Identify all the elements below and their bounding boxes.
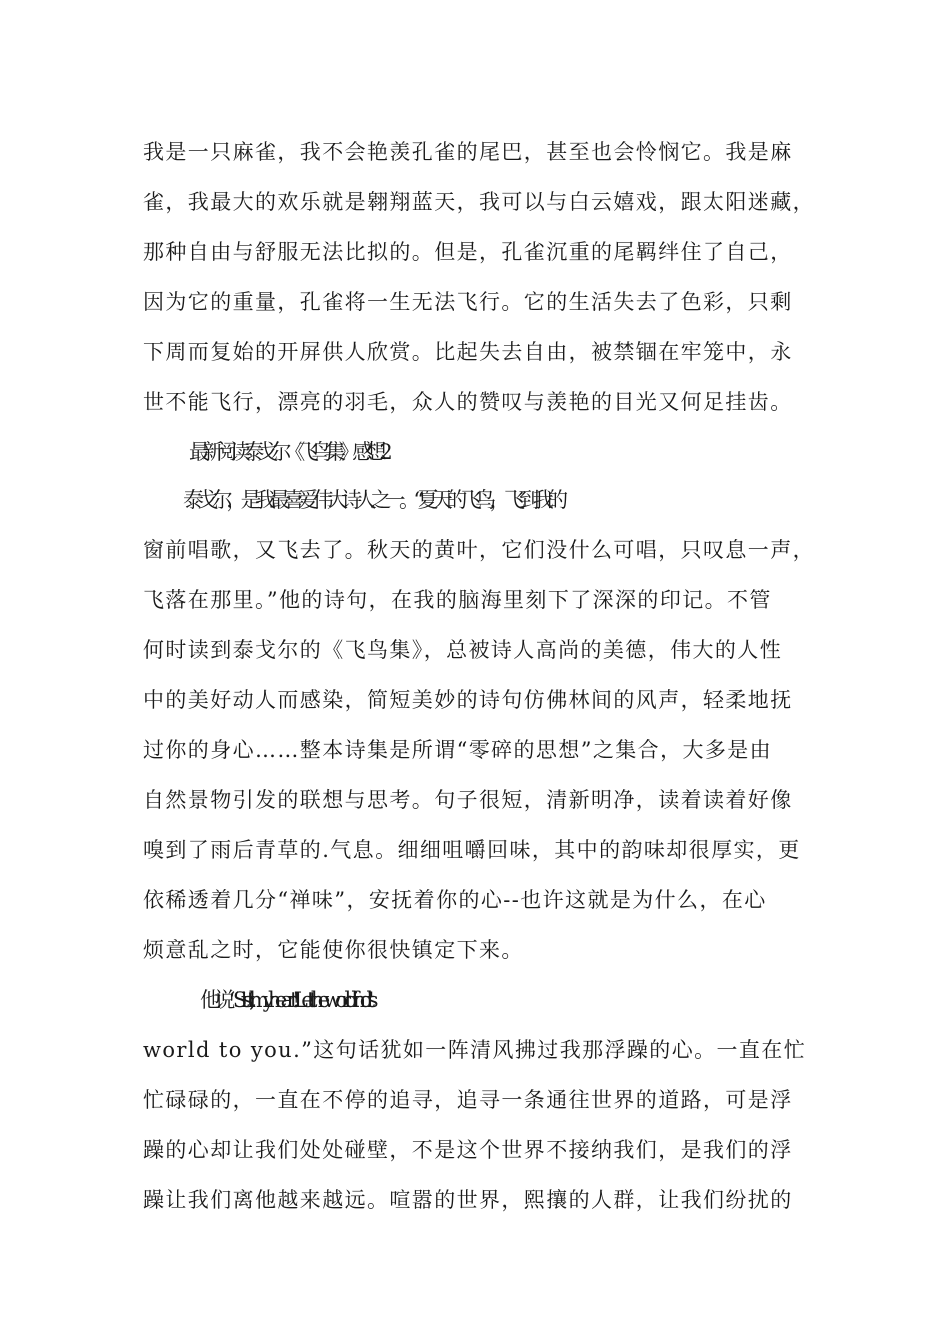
section-heading: 最新阅读泰戈尔《飞鸟集》感想2 (189, 440, 386, 464)
paragraph-2-line-4: 何时读到泰戈尔的《飞鸟集》，总被诗人高尚的美德，伟大的人性 (143, 638, 783, 662)
paragraph-1-line-2: 雀，我最大的欢乐就是翱翔蓝天，我可以与白云嬉戏，跟太阳迷藏， (143, 190, 815, 214)
paragraph-2-line-10: 烦意乱之时，它能使你很快镇定下来。 (143, 938, 524, 962)
paragraph-2-line-2: 窗前唱歌，又飞去了。秋天的黄叶，它们没什么可唱，只叹息一声， (143, 538, 815, 562)
paragraph-3-line-4: 躁的心却让我们处处碰壁，不是这个世界不接纳我们，是我们的浮 (143, 1138, 793, 1162)
paragraph-2-line-6: 过你的身心……整本诗集是所谓“零碎的思想”之集合，大多是由 (143, 738, 773, 762)
paragraph-2-line-5: 中的美好动人而感染，简短美妙的诗句仿佛林间的风声，轻柔地抚 (143, 688, 793, 712)
paragraph-1-line-3: 那种自由与舒服无法比拟的。但是，孔雀沉重的尾羁绊住了自己， (143, 240, 793, 264)
paragraph-2-line-1: 泰戈尔，是我最喜爱伟大诗人之一。“夏天的飞鸟，飞到我的 (183, 488, 562, 512)
paragraph-1-line-5: 下周而复始的开屏供人欣赏。比起失去自由，被禁锢在牢笼中，永 (143, 340, 793, 364)
paragraph-3-line-1: 他说“Sit still, my heart ! Let the world findit's (200, 988, 372, 1012)
paragraph-3-line-3: 忙碌碌的，一直在不停的追寻，追寻一条通往世界的道路，可是浮 (143, 1088, 793, 1112)
paragraph-2-line-9: 依稀透着几分“禅味”，安抚着你的心--也许这就是为什么，在心 (143, 888, 767, 912)
paragraph-3-line-2: world to you.”这句话犹如一阵清风拂过我那浮躁的心。一直在忙 (143, 1038, 807, 1062)
paragraph-3-line-5: 躁让我们离他越来越远。喧嚣的世界，熙攘的人群，让我们纷扰的 (143, 1188, 793, 1212)
paragraph-2-line-7: 自然景物引发的联想与思考。句子很短，清新明净，读着读着好像 (143, 788, 793, 812)
paragraph-1-line-6: 世不能飞行，漂亮的羽毛，众人的赞叹与羡艳的目光又何足挂齿。 (143, 390, 793, 414)
paragraph-2-line-8: 嗅到了雨后青草的.气息。细细咀嚼回味，其中的韵味却很厚实，更 (143, 838, 801, 862)
paragraph-2-line-3: 飞落在那里。”他的诗句，在我的脑海里刻下了深深的印记。不管 (143, 588, 772, 612)
paragraph-1-line-4: 因为它的重量，孔雀将一生无法飞行。它的生活失去了色彩，只剩 (143, 290, 793, 314)
paragraph-1-line-1: 我是一只麻雀，我不会艳羡孔雀的尾巴，甚至也会怜悯它。我是麻 (143, 140, 793, 164)
